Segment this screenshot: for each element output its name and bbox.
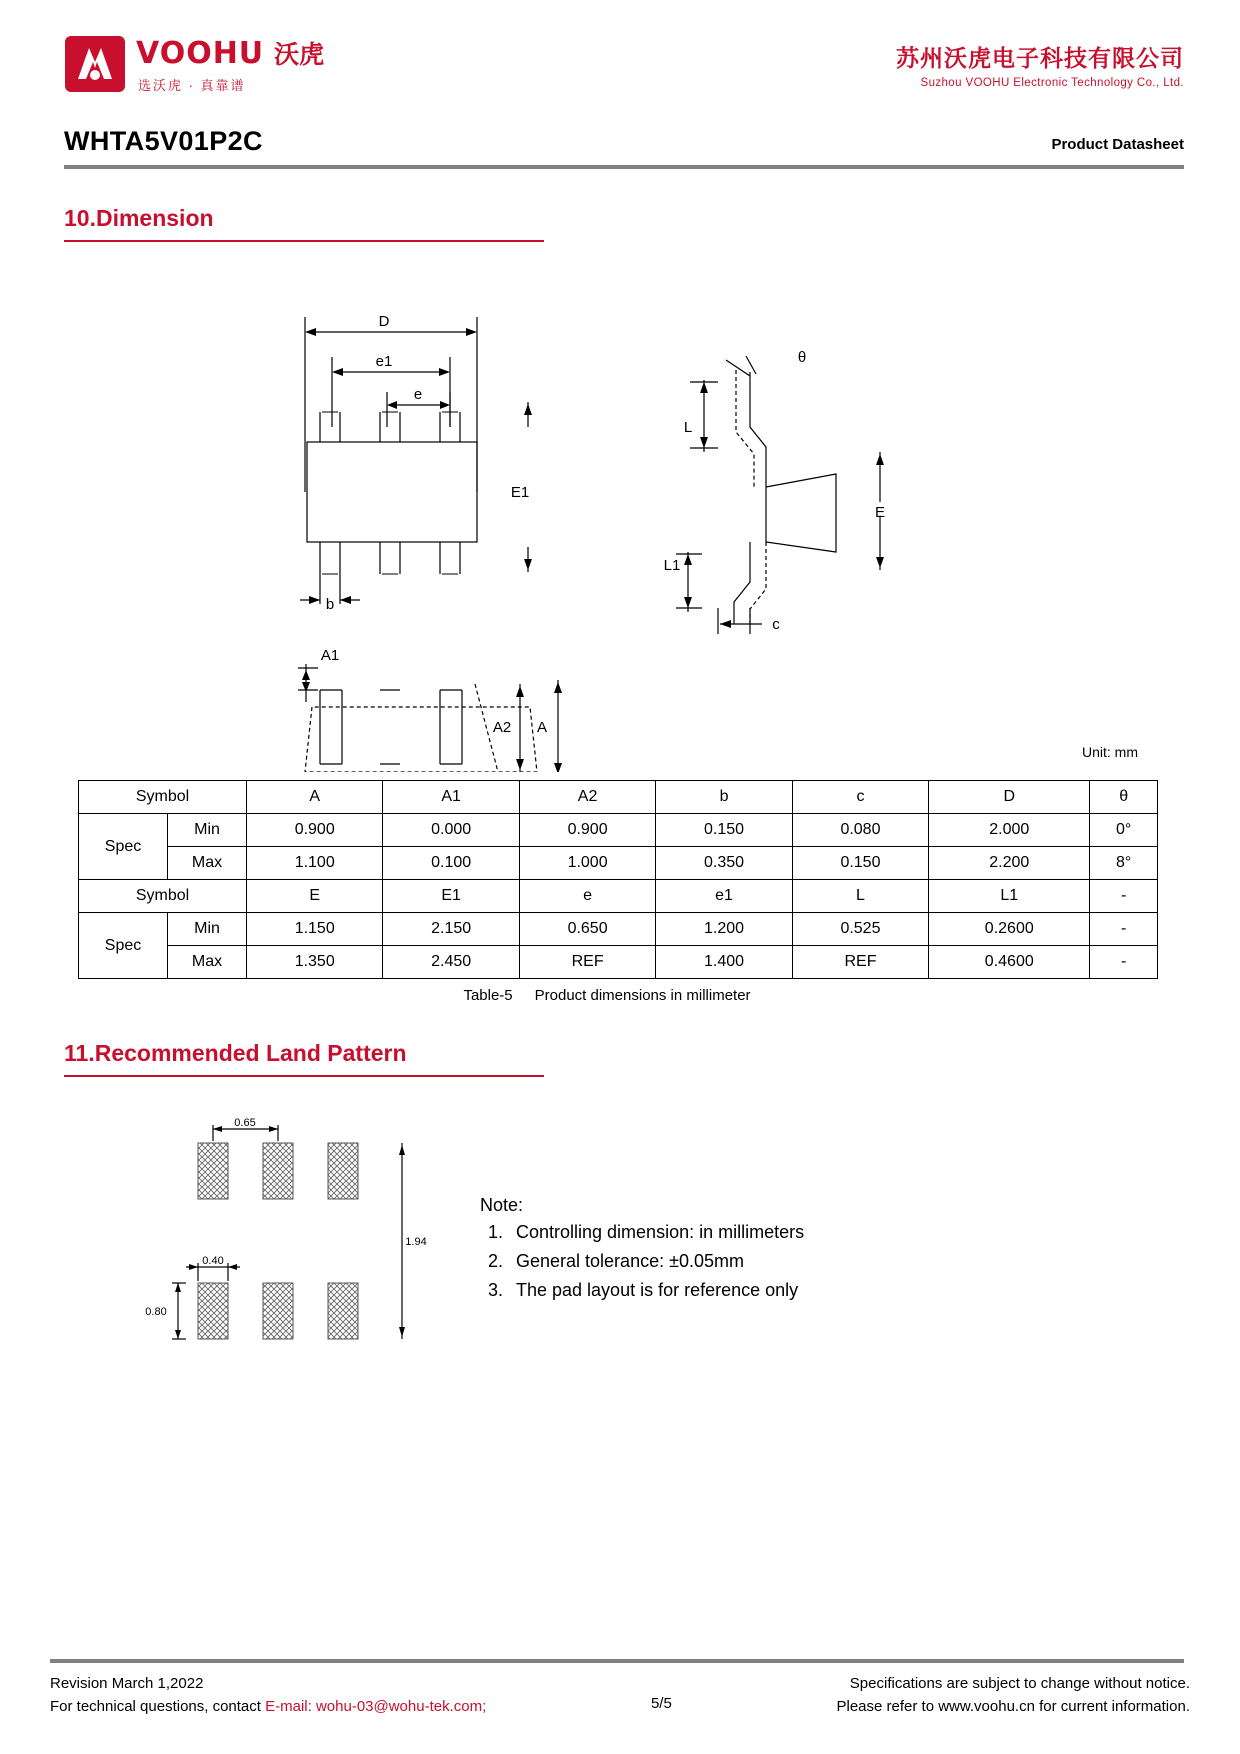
cell-sym-1-5: D (929, 781, 1090, 814)
cell-sym-2-2: e (519, 880, 655, 913)
label-b: b (325, 596, 335, 613)
company-name-en: Suzhou VOOHU Electronic Technology Co., Ltd. (920, 76, 1184, 89)
logo-latin-text: VOOHU (136, 35, 265, 71)
company-name-cn: 苏州沃虎电子科技有限公司 (896, 44, 1184, 71)
label-A2: A2 (492, 719, 512, 736)
cell-min-2-3: 1.200 (656, 913, 792, 946)
cell-max-2-3: 1.400 (656, 946, 792, 979)
label-e: e (413, 386, 423, 403)
dim-pitch: 0.65 (234, 1117, 256, 1129)
cell-sym-1-0: A (247, 781, 383, 814)
cell-max-1-2: 1.000 (519, 847, 655, 880)
label-E1: E1 (510, 484, 530, 501)
footer-contact-line (50, 1696, 486, 1719)
dim-pad-width: 0.40 (202, 1255, 224, 1267)
cell-max-2-0: 1.350 (247, 946, 383, 979)
symbol-header-2: Symbol (79, 880, 247, 913)
cell-max-2-6: - (1090, 946, 1158, 979)
logo-slogan: 选沃虎 · 真靠谱 (138, 77, 246, 93)
table-row (79, 781, 1158, 814)
cell-min-2-6: - (1090, 913, 1158, 946)
dimension-drawing-svg (50, 252, 1190, 772)
label-e1: e1 (375, 353, 393, 370)
symbol-header-1: Symbol (79, 781, 247, 814)
brand-logo (50, 35, 324, 94)
footer-right (837, 1673, 1191, 1718)
list-item: 1. Controlling dimension: in millimeters (508, 1222, 804, 1243)
label-D: D (378, 313, 390, 330)
cell-max-2-2: REF (519, 946, 655, 979)
cell-max-1-6: 8° (1090, 847, 1158, 880)
cell-sym-1-1: A1 (383, 781, 519, 814)
section-dimension-title: 10.Dimension (64, 205, 214, 231)
section-dimension (50, 205, 1190, 242)
dim-pad-height: 0.80 (145, 1306, 167, 1318)
footer-divider (50, 1659, 1184, 1663)
footer-notice-line2: Please refer to www.voohu.cn for current information. (836, 1697, 1190, 1715)
section-land-pattern-rule (64, 1075, 544, 1077)
section-dimension-rule (64, 240, 544, 242)
note-block (480, 1195, 804, 1309)
cell-min-1-1: 0.000 (383, 814, 519, 847)
cell-sym-1-6: θ (1090, 781, 1158, 814)
header-divider (64, 165, 1184, 169)
cell-min-2-2: 0.650 (519, 913, 655, 946)
cell-sym-1-4: c (792, 781, 928, 814)
cell-max-1-5: 2.200 (929, 847, 1090, 880)
table-caption-id: Table-5 (463, 987, 513, 1004)
list-item: 3. The pad layout is for reference only (508, 1280, 804, 1301)
unit-label: Unit: mm (1082, 744, 1138, 760)
cell-sym-2-6: - (1090, 880, 1158, 913)
cell-max-2-5: 0.4600 (929, 946, 1090, 979)
label-L: L (683, 419, 693, 436)
land-pattern-drawing (50, 1105, 1190, 1375)
cell-sym-1-2: A2 (519, 781, 655, 814)
cell-min-2-1: 2.150 (383, 913, 519, 946)
cell-max-1-3: 0.350 (656, 847, 792, 880)
logo-chinese-text: 沃虎 (274, 40, 325, 69)
label-A1: A1 (320, 647, 340, 664)
table-row (79, 814, 1158, 847)
page-title: WHTA5V01P2C (64, 126, 263, 156)
cell-max-1-1: 0.100 (383, 847, 519, 880)
table-row (79, 880, 1158, 913)
cell-max-2-1: 2.450 (383, 946, 519, 979)
page-header (50, 0, 1190, 110)
cell-max-2-4: REF (792, 946, 928, 979)
cell-sym-1-3: b (656, 781, 792, 814)
footer-revision: Revision March 1,2022 (50, 1675, 204, 1692)
list-item: 2. General tolerance: ±0.05mm (508, 1251, 804, 1272)
cell-min-2-0: 1.150 (247, 913, 383, 946)
spec-label-2: Spec (79, 913, 168, 979)
label-E: E (874, 504, 886, 521)
table-caption-text: Product dimensions in millimeter (534, 987, 751, 1004)
note-list (480, 1222, 804, 1301)
cell-sym-2-4: L (792, 880, 928, 913)
cell-min-1-0: 0.900 (247, 814, 383, 847)
cell-max-1-0: 1.100 (247, 847, 383, 880)
row-label-max-1: Max (168, 847, 247, 880)
cell-min-1-4: 0.080 (792, 814, 928, 847)
section-land-pattern (50, 1040, 1190, 1077)
cell-min-1-6: 0° (1090, 814, 1158, 847)
cell-min-1-2: 0.900 (519, 814, 655, 847)
spec-label-1: Spec (79, 814, 168, 880)
voohu-logo-icon (64, 35, 126, 93)
cell-sym-2-3: e1 (656, 880, 792, 913)
document-title-row (50, 110, 1190, 161)
page-footer (50, 1659, 1190, 1718)
company-identity (896, 40, 1190, 89)
table-row (79, 847, 1158, 880)
cell-max-1-4: 0.150 (792, 847, 928, 880)
label-theta: θ (797, 349, 807, 366)
label-L1: L1 (663, 557, 681, 574)
footer-notice-line1: Specifications are subject to change without notice. (849, 1675, 1190, 1692)
table-row (79, 913, 1158, 946)
package-drawings (50, 252, 1190, 772)
section-land-pattern-title: 11.Recommended Land Pattern (64, 1040, 407, 1066)
document-type-label: Product Datasheet (1051, 136, 1184, 153)
cell-min-2-4: 0.525 (792, 913, 928, 946)
footer-left (50, 1673, 486, 1718)
dimension-table-wrapper (50, 780, 1190, 1004)
footer-contact-prefix: For technical questions, contact (50, 1697, 266, 1715)
row-label-min-1: Min (168, 814, 247, 847)
row-label-min-2: Min (168, 913, 247, 946)
cell-sym-2-0: E (247, 880, 383, 913)
table-caption (78, 987, 1158, 1004)
cell-min-1-5: 2.000 (929, 814, 1090, 847)
cell-min-1-3: 0.150 (656, 814, 792, 847)
cell-sym-2-5: L1 (929, 880, 1090, 913)
label-c: c (772, 616, 780, 633)
cell-sym-2-1: E1 (383, 880, 519, 913)
footer-email-link[interactable]: E-mail: wohu-03@wohu-tek.com; (265, 1697, 487, 1715)
page-number: 5/5 (650, 1695, 672, 1712)
label-A: A (536, 719, 548, 736)
row-label-max-2: Max (168, 946, 247, 979)
dim-span: 1.94 (405, 1236, 427, 1248)
note-title: Note: (480, 1195, 524, 1215)
table-row (79, 946, 1158, 979)
cell-min-2-5: 0.2600 (929, 913, 1090, 946)
dimension-table (78, 780, 1158, 979)
